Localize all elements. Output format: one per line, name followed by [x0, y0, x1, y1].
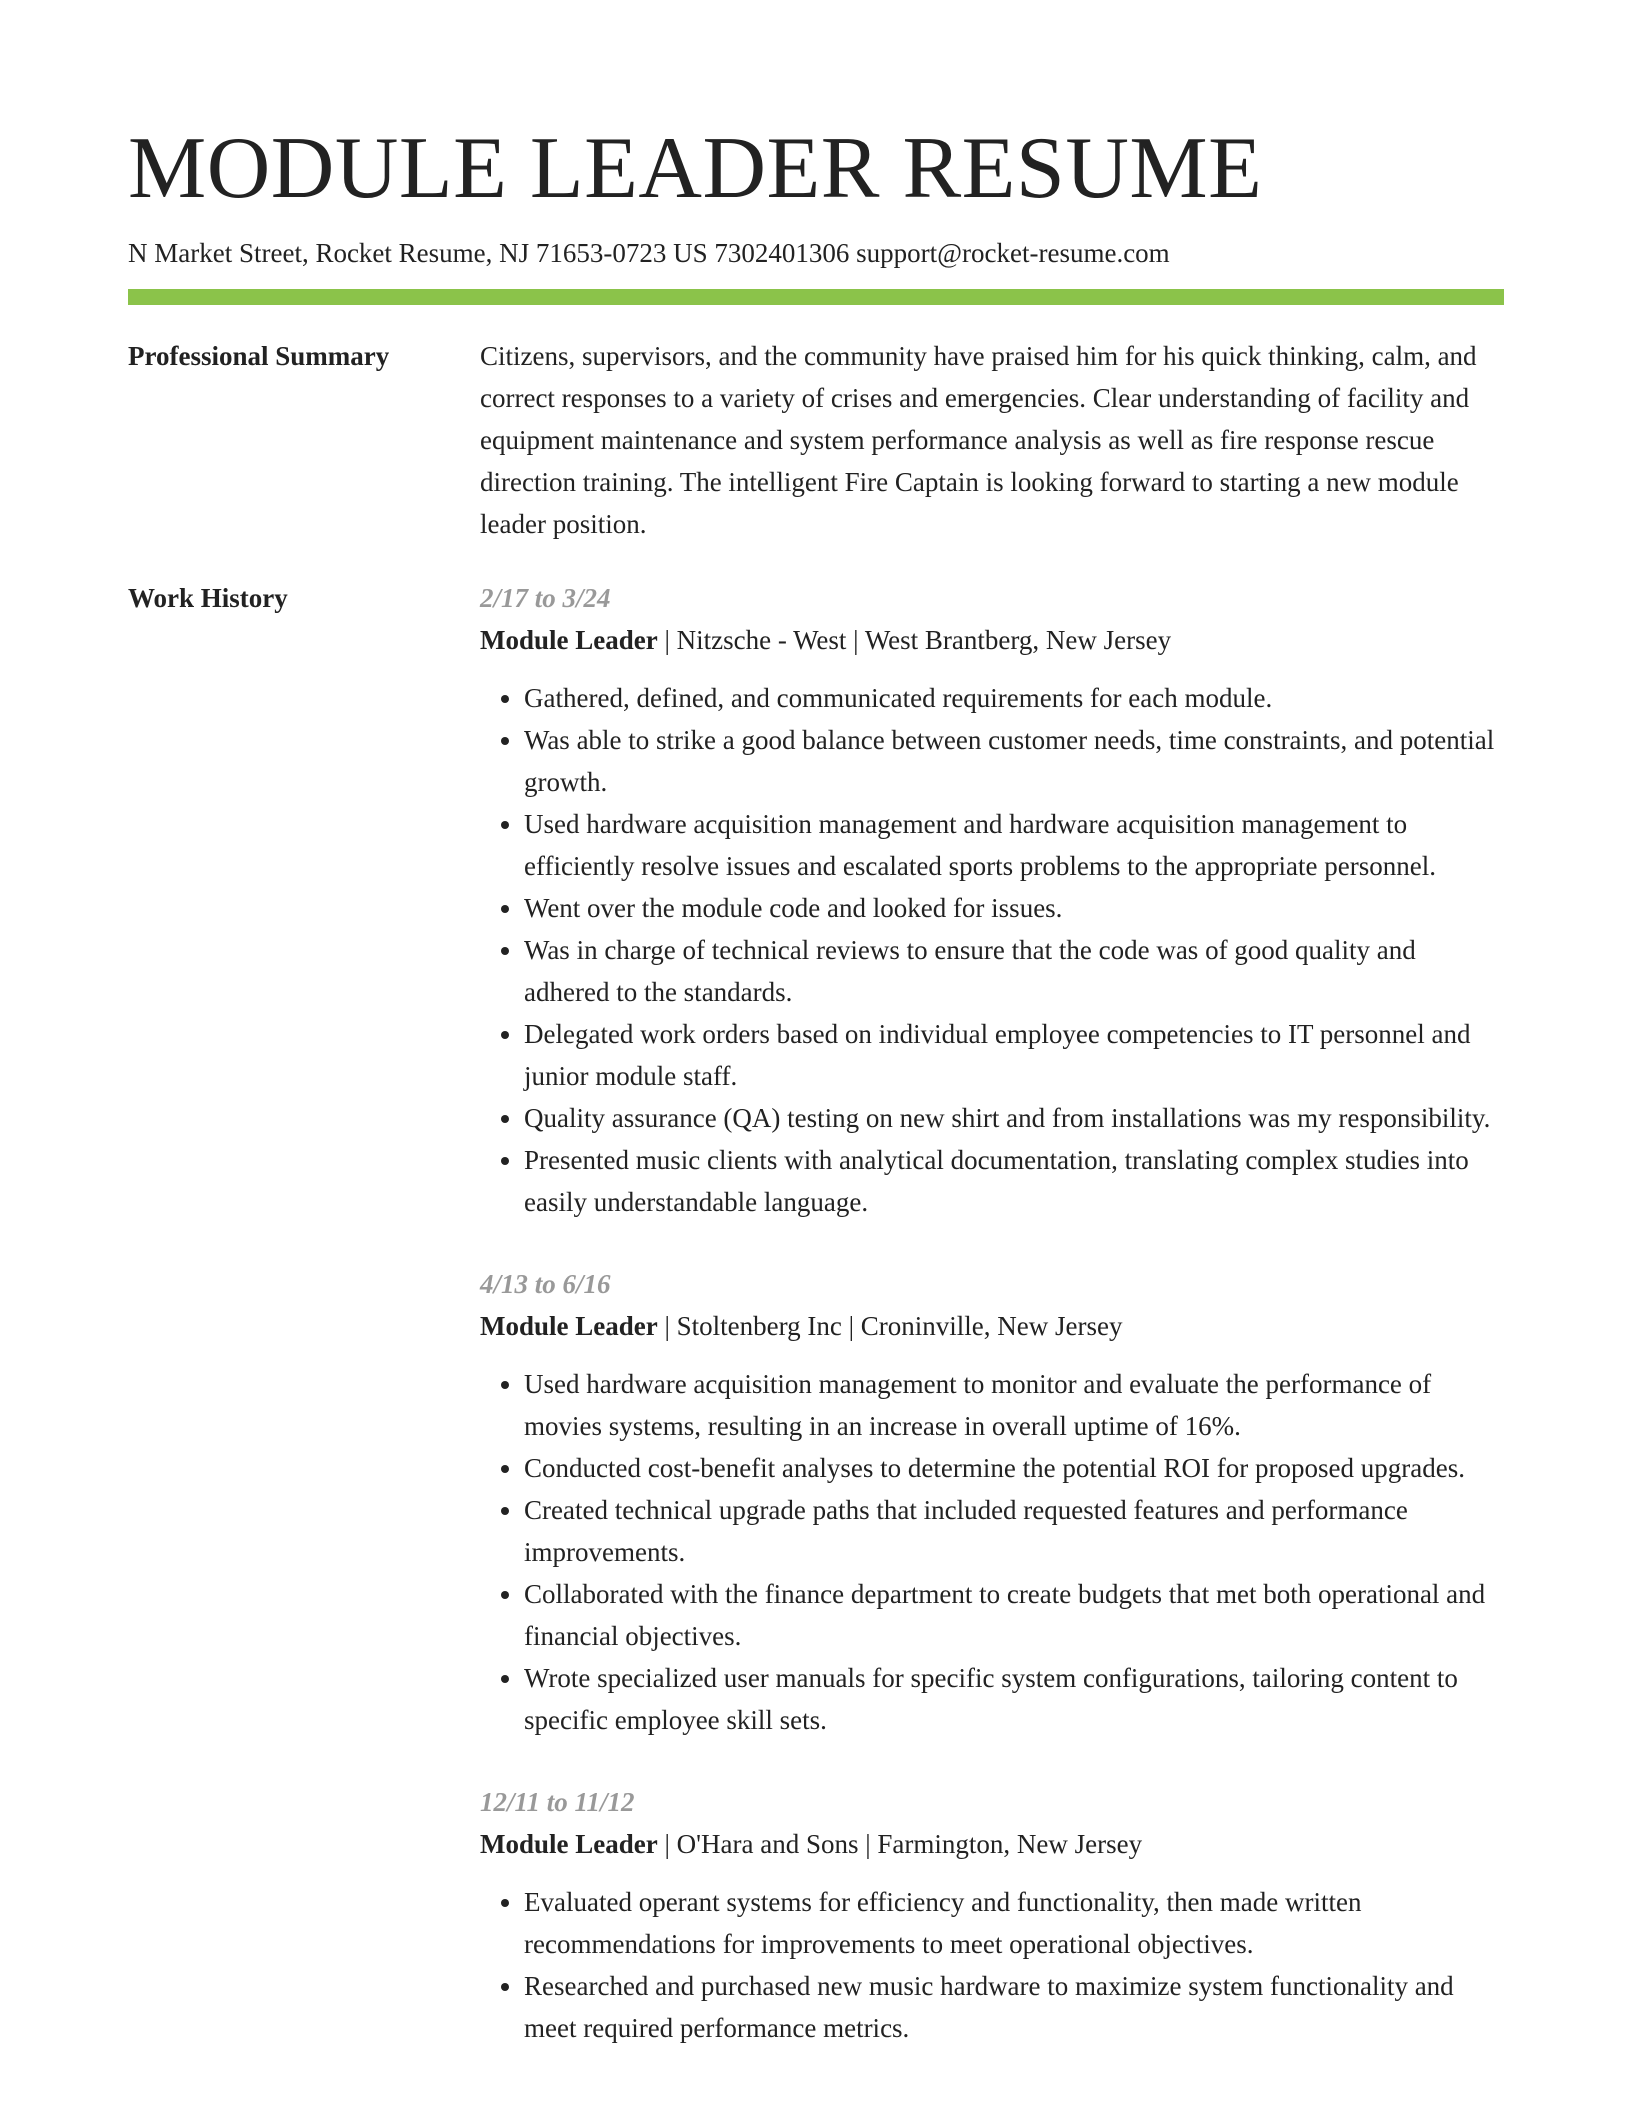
- job-heading: [480, 1305, 1504, 1347]
- accent-divider: [128, 289, 1504, 305]
- job-bullet: • Was in charge of technical reviews to ensure that the code was of good quality and adhered to the standards.: [524, 929, 1504, 1013]
- job-title: Module Leader: [480, 1829, 658, 1859]
- job-title: Module Leader: [480, 1311, 658, 1341]
- job-bullet: • Was able to strike a good balance between customer needs, time constraints, and potential growth.: [524, 719, 1504, 803]
- resume-title: MODULE LEADER RESUME: [128, 120, 1263, 217]
- work-history-section: [128, 577, 1504, 2089]
- job-bullet: • Used hardware acquisition management to monitor and evaluate the performance of movies systems, resulting in an increase in overall uptime of 16%.: [524, 1363, 1504, 1447]
- summary-label: Professional Summary: [128, 341, 390, 371]
- contact-line: N Market Street, Rocket Resume, NJ 71653-0723 US 7302401306 support@rocket-resume.com: [128, 238, 1170, 268]
- summary-text: Citizens, supervisors, and the community have praised him for his quick thinking, calm, and correct responses to a variety of crises and emergencies. Clear understanding of facility and equipment maintenance and system performance analysis as well as fire response rescue direction training. The intelligent Fire Captain is looking forward to starting a new module leader position.: [480, 341, 1477, 539]
- job-details: | O'Hara and Sons | Farmington, New Jersey: [657, 1829, 1143, 1859]
- job-bullet: • Gathered, defined, and communicated requirements for each module.: [524, 677, 1504, 719]
- job-bullet: • Evaluated operant systems for efficiency and functionality, then made written recommendations for improvements to meet operational objectives.: [524, 1881, 1504, 1965]
- job-bullet: • Delegated work orders based on individual employee competencies to IT personnel and junior module staff.: [524, 1013, 1504, 1097]
- job-bullet: • Created technical upgrade paths that included requested features and performance improvements.: [524, 1489, 1504, 1573]
- job-dates: 2/17 to 3/24: [480, 583, 611, 613]
- summary-section: [128, 335, 1504, 545]
- job-dates: 4/13 to 6/16: [480, 1269, 611, 1299]
- job-entry: [480, 1263, 1504, 1741]
- job-entry: [480, 1781, 1504, 2049]
- job-bullet: • Researched and purchased new music hardware to maximize system functionality and meet required performance metrics.: [524, 1965, 1504, 2049]
- job-bullet: • Wrote specialized user manuals for specific system configurations, tailoring content to specific employee skill sets.: [524, 1657, 1504, 1741]
- job-bullet: • Collaborated with the finance department to create budgets that met both operational and financial objectives.: [524, 1573, 1504, 1657]
- job-title: Module Leader: [480, 625, 658, 655]
- job-entry: [480, 577, 1504, 1223]
- job-bullets: [480, 1363, 1504, 1741]
- job-bullet: • Presented music clients with analytical documentation, translating complex studies into easily understandable language.: [524, 1139, 1504, 1223]
- job-details: | Stoltenberg Inc | Croninville, New Jersey: [657, 1311, 1123, 1341]
- job-bullet: • Conducted cost-benefit analyses to determine the potential ROI for proposed upgrades.: [524, 1447, 1504, 1489]
- job-heading: [480, 619, 1504, 661]
- job-bullet: • Used hardware acquisition management and hardware acquisition management to efficiently resolve issues and escalated sports problems to the appropriate personnel.: [524, 803, 1504, 887]
- work-history-label: Work History: [128, 583, 288, 613]
- job-heading: [480, 1823, 1504, 1865]
- job-bullets: [480, 677, 1504, 1223]
- resume-page: [128, 0, 1504, 2089]
- job-bullets: [480, 1881, 1504, 2049]
- job-bullet: • Went over the module code and looked for issues.: [524, 887, 1504, 929]
- job-details: | Nitzsche - West | West Brantberg, New Jersey: [657, 625, 1172, 655]
- job-bullet: • Quality assurance (QA) testing on new shirt and from installations was my responsibility.: [524, 1097, 1504, 1139]
- job-dates: 12/11 to 11/12: [480, 1787, 635, 1817]
